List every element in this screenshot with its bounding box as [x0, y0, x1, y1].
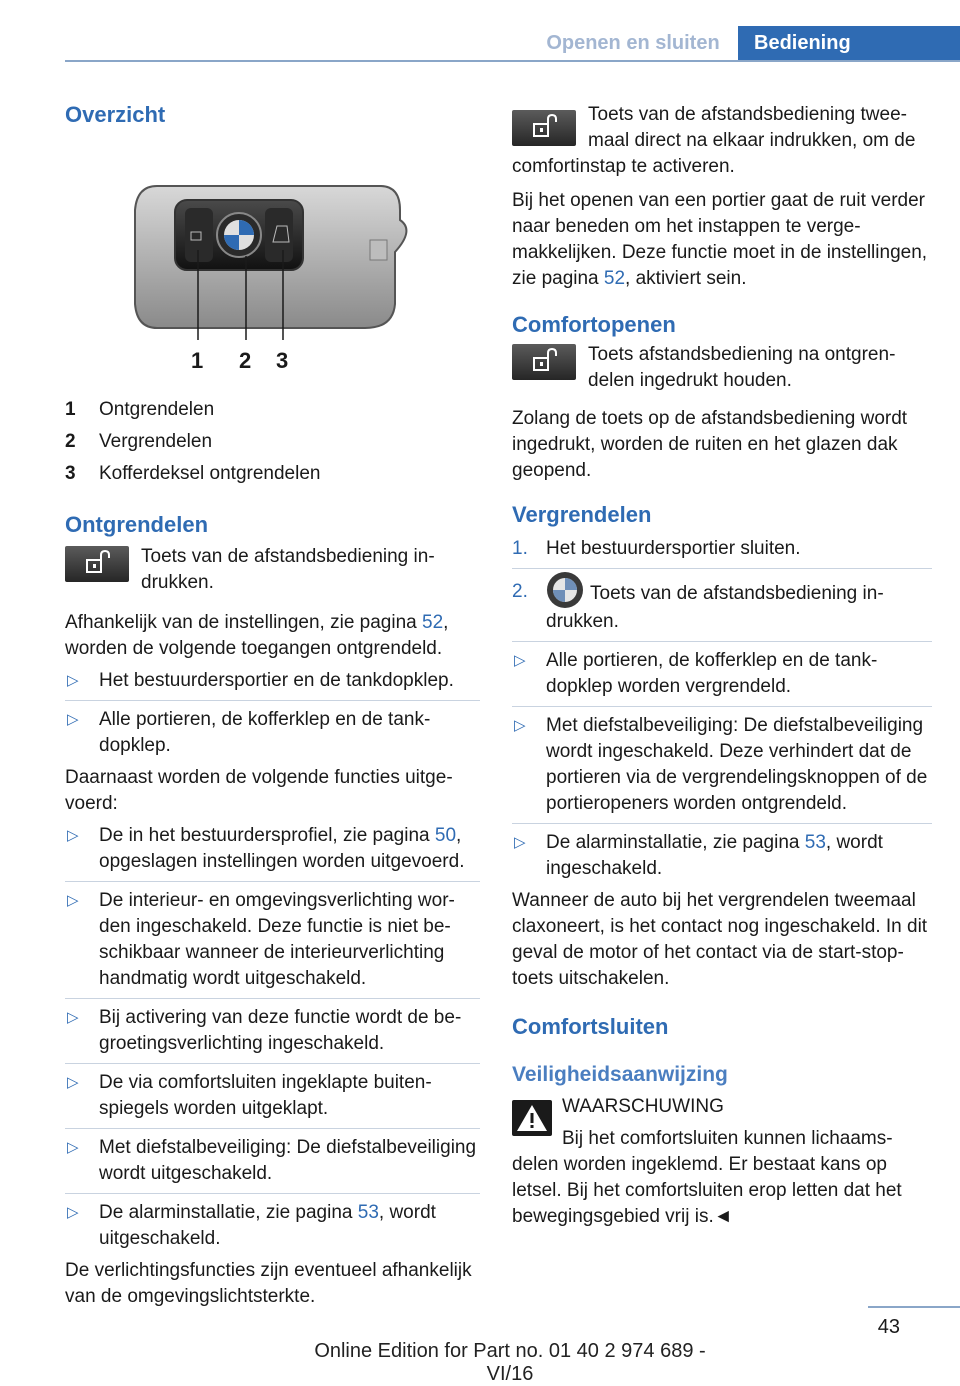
- callout-1: 1: [191, 348, 204, 373]
- legend-item: 3 Kofferdeksel ontgrendelen: [65, 463, 321, 484]
- header-section-title: Openen en sluiten: [546, 32, 720, 54]
- list-item: ▷ De interieur- en omgevingsverlichting worden ingeschakeld. Deze functie is niet beschikbaar wanneer de interieurverlichting handmatig wordt uitgeschakeld.: [67, 890, 455, 989]
- key-fob-figure: [65, 180, 480, 398]
- list-item: ▷ Met diefstalbeveiliging: De diefstalbeveiliging wordt ingeschakeld. Deze verhindert dat de portieren via de vergrendelingsknoppen of de portieropeners worden ontgrendeld.: [514, 715, 928, 814]
- afhankelijk-text: Afhankelijk van de instellingen, zie pagina 52, worden de volgende toegangen ontgrendeld.: [65, 612, 449, 659]
- closing-text: De verlichtingsfuncties zijn eventueel afhankelijk van de omgevingslichtsterkte.: [65, 1260, 472, 1307]
- section-title-comfortsluiten: Comfortsluiten: [512, 1014, 669, 1039]
- divider: [65, 881, 480, 882]
- section-title-comfortopenen: Comfortopenen: [512, 312, 676, 337]
- divider: [512, 641, 932, 642]
- divider: [65, 998, 480, 999]
- legend-item: 2 Vergrendelen: [65, 431, 213, 452]
- warning-text: Bij het comfortsluiten kunnen lichaamsdelen worden ingeklemd. Er bestaat kans op letsel. Bij het comfortsluiten erop letten dat het bewegingsgebied vrij is.◄: [512, 1128, 902, 1227]
- list-item: ▷ De in het bestuurdersprofiel, zie pagina 50, opgeslagen instellingen worden uitgevoerd.: [67, 825, 465, 872]
- divider: [65, 1063, 480, 1064]
- divider: [512, 823, 932, 824]
- unlock-button-icon: [65, 546, 129, 582]
- list-item: ▷ De alarminstallatie, zie pagina 53, wordt ingeschakeld.: [514, 832, 883, 879]
- daarnaast-text: Daarnaast worden de volgende functies uitgevoerd:: [65, 767, 453, 814]
- step-item: 2. Toets van de afstandsbediening indrukken.: [512, 579, 932, 635]
- list-item: ▷ Met diefstalbeveiliging: De diefstalbeveiliging wordt uitgeschakeld.: [67, 1137, 477, 1184]
- figure-legend: [65, 394, 480, 490]
- list-item: ▷ Alle portieren, de kofferklep en de tankdopklep.: [67, 709, 431, 756]
- list-item: ▷ Het bestuurdersportier en de tankdopklep.: [67, 670, 454, 691]
- callout-2: 2: [239, 348, 252, 373]
- list-item: ▷ Alle portieren, de kofferklep en de tankdopklep worden vergrendeld.: [514, 650, 878, 697]
- wanneer-text: Wanneer de auto bij het vergrendelen tweemaal claxoneert, is het contact nog ingeschakeld. In dit geval de motor of het contact via de start-stop-toets uitschakelen.: [512, 890, 928, 989]
- header-rule: [65, 60, 960, 62]
- unlock-button-icon: [512, 344, 576, 380]
- warning-triangle-icon: [512, 1100, 552, 1136]
- section-title-veiligheid: Veiligheidsaanwijzing: [512, 1063, 728, 1086]
- page-link-53[interactable]: 53: [804, 832, 826, 853]
- warning-block: [512, 1094, 932, 1230]
- divider: [512, 568, 932, 569]
- page-link-52[interactable]: 52: [422, 612, 444, 633]
- right-column: [512, 102, 932, 1230]
- section-title-vergrendelen: Vergrendelen: [512, 502, 652, 527]
- bmw-logo-button-icon: [546, 571, 584, 609]
- unlock-instruction: Toets van de afstandsbediening indrukken.: [65, 544, 480, 596]
- footer-rule: [868, 1306, 960, 1308]
- step-item: 1. Het bestuurdersportier sluiten.: [512, 538, 801, 559]
- list-item: ▷ De alarminstallatie, zie pagina 53, wordt uitgeschakeld.: [67, 1202, 436, 1249]
- section-title-ontgrendelen: Ontgrendelen: [65, 512, 209, 537]
- divider: [512, 706, 932, 707]
- page-link-50[interactable]: 50: [434, 825, 457, 846]
- section-title-overzicht: Overzicht: [65, 102, 166, 127]
- page-number: 43: [877, 1316, 900, 1338]
- zolang-text: Zolang de toets op de afstandsbediening wordt ingedrukt, worden de ruiten en het glazen dak geopend.: [512, 408, 908, 481]
- unlock-button-icon: [512, 110, 576, 146]
- callout-3: 3: [276, 348, 289, 373]
- edition-text: Online Edition for Part no. 01 40 2 974 689 - VI/16: [314, 1340, 706, 1385]
- divider: [65, 1193, 480, 1194]
- list-item: ▷ De via comfortsluiten ingeklapte buitenspiegels worden uitgeklapt.: [67, 1072, 432, 1119]
- list-item: ▷ Bij activering van deze functie wordt de begroetingsverlichting ingeschakeld.: [67, 1007, 462, 1054]
- divider: [65, 1128, 480, 1129]
- comfort-open-instruction: Toets afstandsbediening na ontgrendelen ingedrukt houden.: [512, 342, 932, 394]
- header-chapter-tab[interactable]: Bediening: [738, 26, 960, 62]
- divider: [65, 700, 480, 701]
- portier-text: Bij het openen van een portier gaat de ruit verder naar beneden om het instappen te vergemakkelijken. Deze functie moet in de instellingen, zie pagina 52, aktiviert sein.: [512, 190, 928, 289]
- page-link-53[interactable]: 53: [357, 1202, 379, 1223]
- twice-press-instruction: Toets van de afstandsbediening tweemaal direct na elkaar indrukken, om de comfortinstap te activeren.: [512, 104, 916, 177]
- legend-item: 1 Ontgrendelen: [65, 399, 215, 420]
- page-link-52[interactable]: 52: [603, 268, 626, 289]
- left-column: [65, 100, 480, 1310]
- warning-label: WAARSCHUWING: [562, 1096, 724, 1117]
